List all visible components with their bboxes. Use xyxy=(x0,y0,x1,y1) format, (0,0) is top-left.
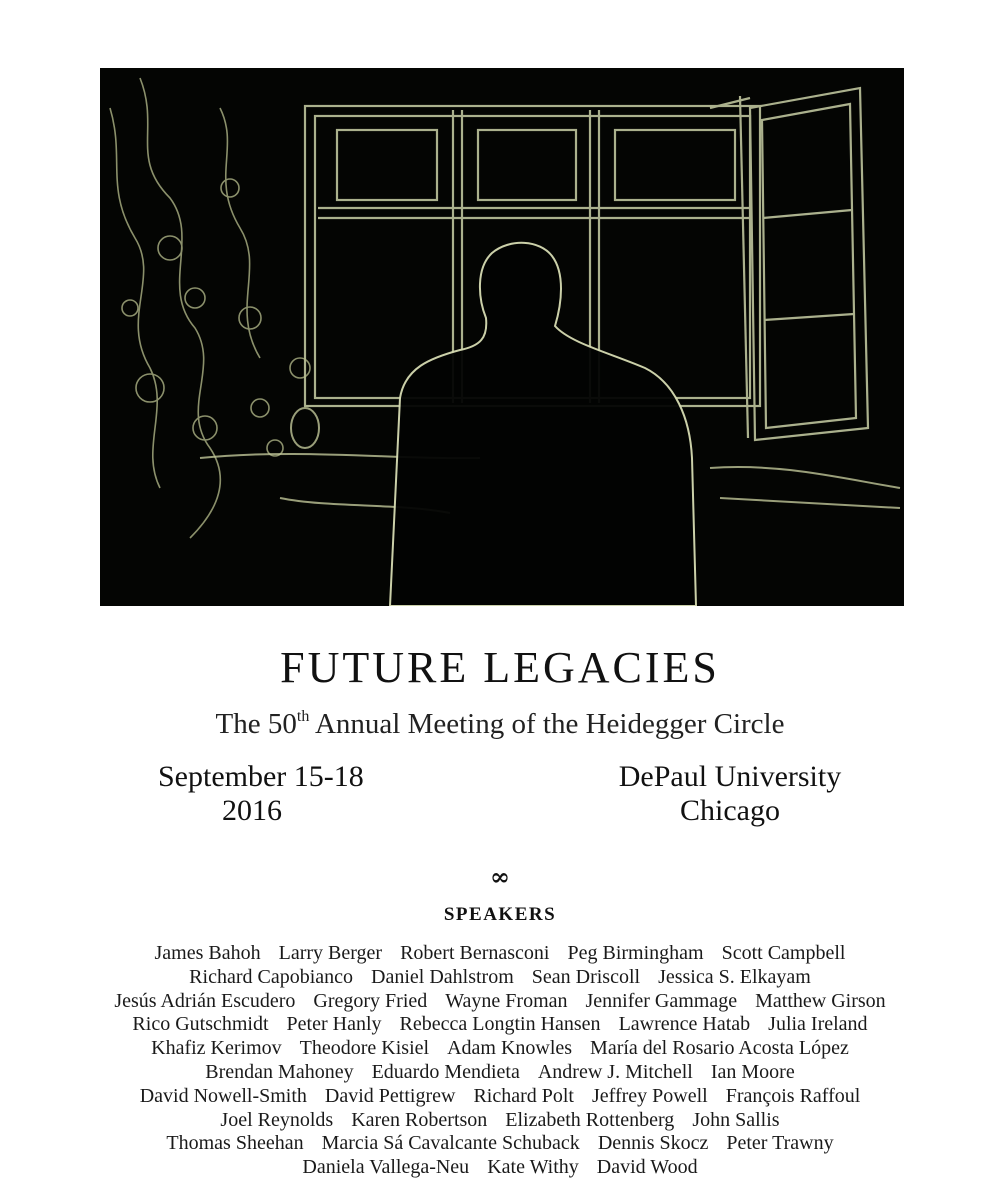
infinity-divider-icon: ∞ xyxy=(490,862,510,891)
speaker-name: David Nowell-Smith xyxy=(139,1084,307,1107)
subtitle-ordinal: th xyxy=(296,708,310,725)
speaker-name: Peter Trawny xyxy=(726,1132,834,1155)
speaker-name: Joel Reynolds xyxy=(220,1108,334,1131)
speaker-name: Matthew Girson xyxy=(755,989,886,1012)
speaker-name: Larry Berger xyxy=(278,942,383,964)
speaker-row xyxy=(20,1132,980,1156)
speaker-name: Richard Capobianco xyxy=(189,965,354,988)
speaker-name: Marcia Sá Cavalcante Schuback xyxy=(321,1132,580,1155)
speaker-name: Thomas Sheehan xyxy=(166,1132,304,1155)
speaker-name: Julia Ireland xyxy=(768,1013,868,1036)
subtitle-prefix: The 50 xyxy=(215,708,297,740)
speaker-name: Karen Robertson xyxy=(351,1108,488,1131)
speaker-name: Khafiz Kerimov xyxy=(151,1037,282,1060)
venue-name: DePaul University xyxy=(618,760,842,793)
venue-city: Chicago xyxy=(680,794,780,827)
event-date-range: September 15-18 xyxy=(158,760,364,793)
speaker-name: Rebecca Longtin Hansen xyxy=(399,1013,601,1036)
event-subtitle xyxy=(0,708,1000,741)
speaker-name: François Raffoul xyxy=(725,1084,861,1107)
speaker-name: Wayne Froman xyxy=(445,989,568,1012)
speaker-row xyxy=(20,1109,980,1133)
speaker-name: Jessica S. Elkayam xyxy=(658,965,811,988)
speaker-row xyxy=(20,1061,980,1085)
speakers-heading: SPEAKERS xyxy=(443,904,557,925)
speaker-name: Eduardo Mendieta xyxy=(371,1060,520,1083)
speaker-name: Peg Birmingham xyxy=(567,942,704,964)
cover-photo xyxy=(100,68,904,606)
speaker-row xyxy=(20,1013,980,1037)
speaker-name: Sean Driscoll xyxy=(531,965,641,988)
speaker-name: Brendan Mahoney xyxy=(205,1060,354,1083)
speaker-row xyxy=(20,990,980,1014)
speaker-row xyxy=(20,966,980,990)
speaker-name: Richard Polt xyxy=(473,1084,574,1107)
speaker-row xyxy=(20,942,980,966)
speaker-row xyxy=(20,1037,980,1061)
speaker-name: Peter Hanly xyxy=(286,1013,382,1036)
speaker-name: David Wood xyxy=(596,1156,698,1179)
speaker-name: Dennis Skocz xyxy=(597,1132,709,1155)
speaker-name: María del Rosario Acosta López xyxy=(590,1037,849,1060)
subtitle-suffix: Annual Meeting of the Heidegger Circle xyxy=(309,708,785,740)
speaker-name: Kate Withy xyxy=(487,1156,579,1179)
speaker-name: Lawrence Hatab xyxy=(618,1013,751,1036)
speaker-name: Jesús Adrián Escudero xyxy=(114,989,296,1012)
speaker-name: David Pettigrew xyxy=(324,1084,456,1107)
speaker-name: Adam Knowles xyxy=(447,1037,573,1060)
speaker-name: Gregory Fried xyxy=(313,989,428,1012)
speaker-name: Robert Bernasconi xyxy=(400,942,550,964)
event-venue xyxy=(600,760,860,828)
speaker-name: Scott Campbell xyxy=(721,942,846,964)
speaker-name: James Bahoh xyxy=(154,942,261,964)
event-year: 2016 xyxy=(222,794,282,827)
speaker-name: Daniel Dahlstrom xyxy=(371,965,514,988)
speaker-row xyxy=(20,1156,980,1180)
speaker-name: Daniela Vallega-Neu xyxy=(302,1156,470,1179)
speaker-name: Rico Gutschmidt xyxy=(132,1013,269,1036)
speaker-name: Andrew J. Mitchell xyxy=(537,1060,693,1083)
speaker-name: John Sallis xyxy=(692,1108,780,1131)
speaker-row xyxy=(20,1085,980,1109)
speaker-name: Jeffrey Powell xyxy=(591,1084,708,1107)
speaker-name: Jennifer Gammage xyxy=(585,989,738,1012)
event-date xyxy=(158,760,418,828)
speaker-name: Ian Moore xyxy=(710,1060,795,1083)
speaker-name: Theodore Kisiel xyxy=(299,1037,430,1060)
event-title: FUTURE LEGACIES xyxy=(280,643,720,692)
speakers-list xyxy=(20,942,980,1180)
speaker-name: Elizabeth Rottenberg xyxy=(505,1108,675,1131)
